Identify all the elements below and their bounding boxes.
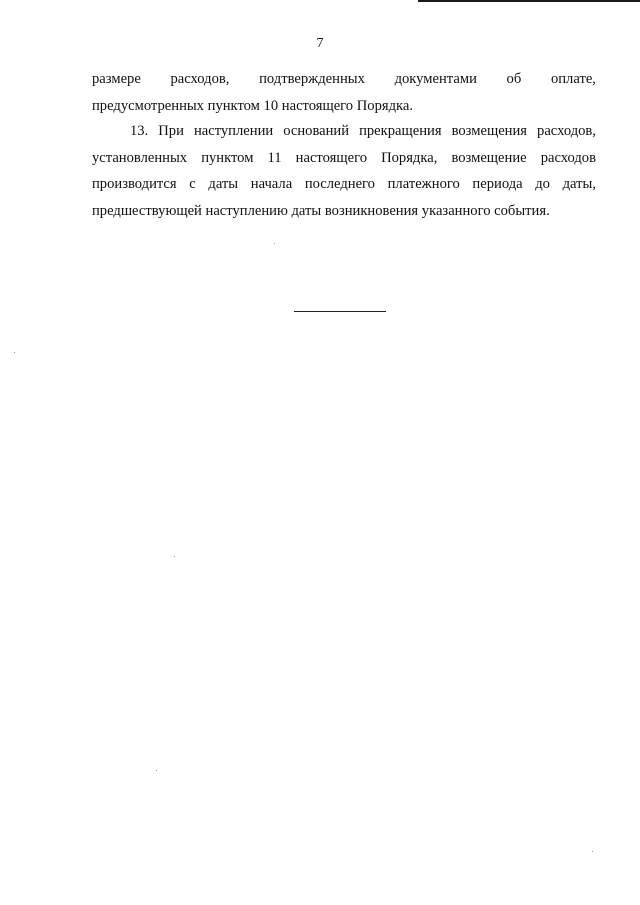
word: документами [394, 71, 477, 87]
word: оснований [283, 123, 350, 139]
word: расходов, [170, 71, 230, 87]
word: размере [92, 71, 141, 87]
word: с [189, 176, 196, 192]
scan-speck [14, 352, 15, 353]
paragraph-continuation [92, 66, 596, 119]
document-end-rule [294, 311, 386, 312]
word: расходов, [537, 123, 596, 139]
scan-edge-mark [418, 0, 640, 2]
text-line [92, 171, 596, 198]
text-line [92, 66, 596, 93]
word: наступлении [193, 123, 274, 139]
word: настоящего [295, 149, 367, 166]
page-number: 7 [316, 36, 324, 51]
scan-speck [274, 243, 275, 244]
text-line [92, 145, 596, 172]
word: платежного [387, 176, 460, 192]
word: пунктом [201, 149, 254, 166]
word: Порядка, [381, 149, 438, 166]
word: периода [472, 176, 523, 192]
word: производится [92, 176, 177, 192]
scan-speck [156, 770, 157, 771]
text-line: предшествующей наступлению даты возникновения указанного события. [92, 202, 550, 219]
word: возмещения [451, 123, 527, 139]
word: начала [250, 176, 293, 192]
word: об [506, 71, 522, 87]
word: последнего [304, 176, 375, 192]
word: 13. [130, 123, 149, 139]
scan-speck [174, 556, 175, 557]
word: При [158, 123, 184, 139]
scan-speck [592, 851, 593, 852]
word: 11 [267, 149, 282, 166]
word: возмещение [451, 149, 527, 166]
text-line [92, 118, 596, 145]
word: до [535, 176, 550, 192]
text-line: предусмотренных пунктом 10 настоящего Порядка. [92, 97, 414, 114]
word: подтвержденных [259, 71, 365, 87]
word: даты [208, 176, 239, 192]
word: расходов [540, 149, 596, 166]
word: даты, [562, 176, 596, 192]
word: оплате, [550, 71, 596, 87]
word: установленных [92, 149, 188, 166]
word: прекращения [359, 123, 442, 139]
paragraph-13 [92, 118, 596, 224]
